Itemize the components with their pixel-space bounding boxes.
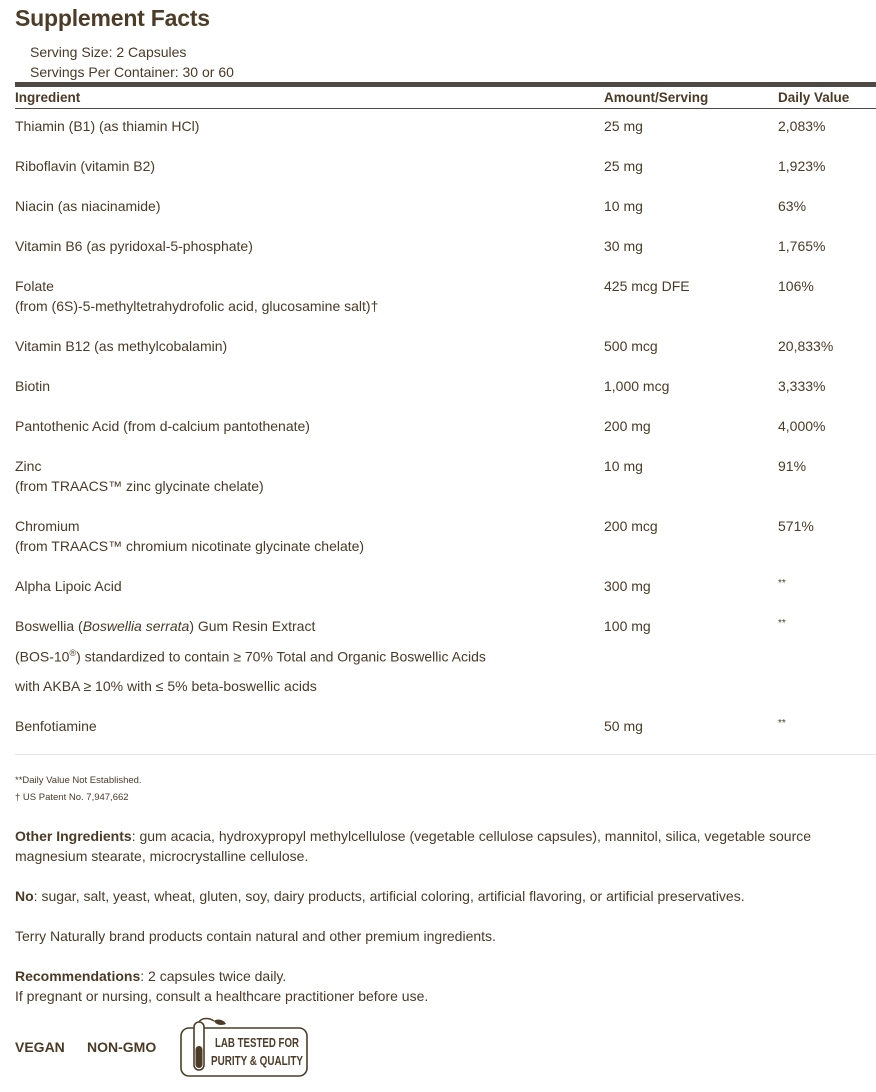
ingredient-source: (from (6S)-5-methyltetrahydrofolic acid, glucosamine salt)† (15, 298, 379, 314)
brand-note: Terry Naturally brand products contain natural and other premium ingredients. (15, 928, 496, 944)
footnote-daily-value: **Daily Value Not Established. (15, 775, 142, 786)
ingredient-amount: 25 mg (604, 118, 643, 134)
ingredient-name: Biotin (15, 378, 51, 394)
recommendations-label: Recommendations (15, 968, 141, 984)
ingredient-source: (from TRAACS™ chromium nicotinate glycinate chelate) (15, 538, 365, 554)
other-ingredients-text: : gum acacia, hydroxypropyl methylcellulose (vegetable cellulose capsules), mannitol, silica, vegetable source magnesium stearate, microcrystalline cellulose. (15, 828, 812, 864)
ingredient-standardization (15, 648, 486, 665)
ingredient-amount: 50 mg (604, 718, 643, 734)
ingredient-name: Zinc (15, 458, 42, 474)
ingredient-dv: 3,333% (778, 378, 826, 394)
name-suffix: ) Gum Resin Extract (189, 618, 316, 634)
serving-size: Serving Size: 2 Capsules (30, 44, 187, 60)
ingredient-amount: 200 mcg (604, 518, 658, 534)
ingredient-dv: ** (778, 718, 786, 729)
pregnancy-warning: If pregnant or nursing, consult a healthcare practitioner before use. (15, 988, 429, 1004)
lab-tested-line1: LAB TESTED FOR (215, 1036, 299, 1050)
ingredient-dv: 63% (778, 198, 807, 214)
lab-tested-line2: PURITY & QUALITY (211, 1054, 304, 1068)
ingredient-source: (from TRAACS™ zinc glycinate chelate) (15, 478, 264, 494)
free-from-text: : sugar, salt, yeast, wheat, gluten, soy, dairy products, artificial coloring, artificial flavoring, or artificial preservatives. (33, 888, 745, 904)
ingredient-dv: 1,923% (778, 158, 826, 174)
other-ingredients (15, 826, 876, 866)
ingredient-name: Riboflavin (vitamin B2) (15, 158, 156, 174)
header-daily-value: Daily Value (778, 90, 850, 105)
free-from (15, 886, 876, 906)
ingredient-name: Pantothenic Acid (from d-calcium pantothenate) (15, 418, 310, 434)
header-amount: Amount/Serving (604, 90, 709, 105)
ingredient-dv: 20,833% (778, 338, 834, 354)
ingredient-dv: 1,765% (778, 238, 826, 254)
ingredient-akba: with AKBA ≥ 10% with ≤ 5% beta-boswellic acids (15, 678, 317, 694)
ingredient-dv: 4,000% (778, 418, 826, 434)
ingredient-amount: 300 mg (604, 578, 651, 594)
ingredient-name: Thiamin (B1) (as thiamin HCl) (15, 118, 200, 134)
vegan-badge: VEGAN (15, 1039, 65, 1055)
recommendations-text: : 2 capsules twice daily. (140, 968, 287, 984)
ingredient-amount: 10 mg (604, 458, 643, 474)
ingredient-name (15, 618, 315, 634)
lab-tested-badge (180, 1018, 308, 1078)
ingredient-name: Folate (15, 278, 54, 294)
ingredient-name: Chromium (15, 518, 80, 534)
name-prefix: Boswellia ( (15, 618, 83, 634)
ingredient-name: Vitamin B12 (as methylcobalamin) (15, 338, 228, 354)
ingredient-amount: 1,000 mcg (604, 378, 670, 394)
latin-name: Boswellia serrata (82, 618, 190, 634)
lab-tested-badge-frame (180, 1018, 308, 1078)
recommendations (15, 966, 876, 986)
ingredient-amount: 200 mg (604, 418, 651, 434)
thick-divider (15, 82, 876, 87)
ingredient-dv: ** (778, 618, 786, 629)
header-divider (15, 108, 876, 109)
ingredient-amount: 30 mg (604, 238, 643, 254)
ingredient-dv: 91% (778, 458, 807, 474)
table-end-divider (15, 754, 876, 755)
other-ingredients-label: Other Ingredients (15, 828, 132, 844)
ingredient-amount: 425 mcg DFE (604, 278, 690, 294)
ingredient-name: Benfotiamine (15, 718, 97, 734)
ingredient-dv: ** (778, 578, 786, 589)
ingredient-amount: 500 mcg (604, 338, 658, 354)
ingredient-name: Alpha Lipoic Acid (15, 578, 122, 594)
non-gmo-badge: NON-GMO (87, 1039, 157, 1055)
ingredient-amount: 10 mg (604, 198, 643, 214)
ingredient-name: Vitamin B6 (as pyridoxal-5-phosphate) (15, 238, 253, 254)
ingredient-name: Niacin (as niacinamide) (15, 198, 161, 214)
standardization-text: ) standardized to contain ≥ 70% Total and Organic Boswellic Acids (76, 648, 486, 665)
page-title: Supplement Facts (15, 5, 210, 31)
registered-mark: ® (69, 648, 77, 658)
ingredient-amount: 100 mg (604, 618, 651, 634)
ingredient-amount: 25 mg (604, 158, 643, 174)
footnote-patent: † US Patent No. 7,947,662 (15, 792, 129, 803)
standardization-prefix: (BOS-10 (15, 648, 70, 665)
ingredient-dv: 571% (778, 518, 814, 534)
ingredient-dv: 2,083% (778, 118, 826, 134)
header-ingredient: Ingredient (15, 90, 81, 105)
free-from-label: No (15, 888, 34, 904)
ingredient-dv: 106% (778, 278, 814, 294)
servings-per-container: Servings Per Container: 30 or 60 (30, 64, 234, 80)
